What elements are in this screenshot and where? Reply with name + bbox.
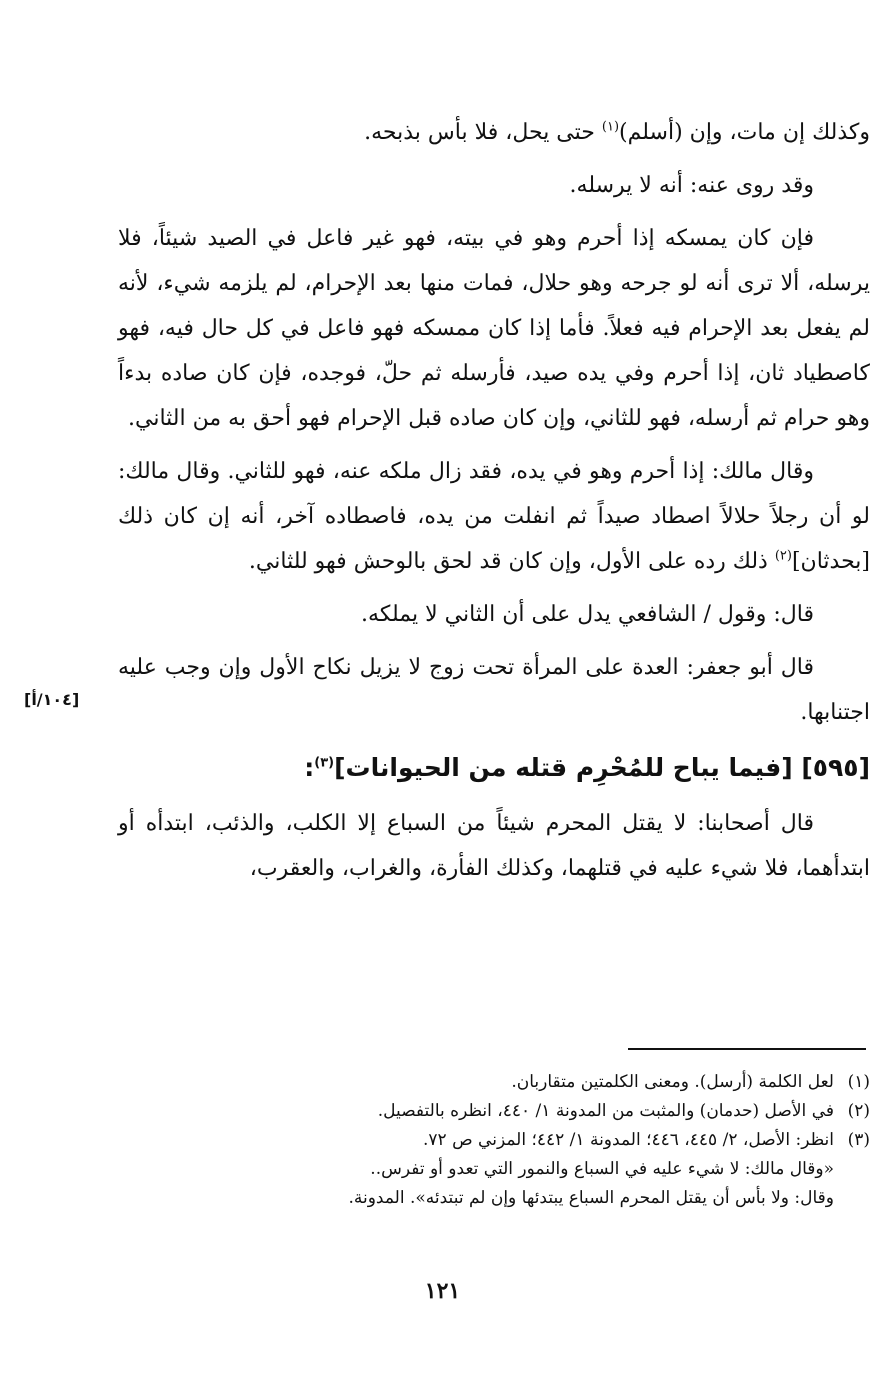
paragraph-1 [118,110,870,155]
heading-text: [٥٩٥] [فيما يباح للمُحْرِم قتله من الحيوانات] [334,753,870,782]
footnote-3-quote-line-1: «وقال مالك: لا شيء عليه في السباع والنمور التي تعدو أو تفرس.. [370,1159,834,1179]
footnote-ref-3: (٣) [314,755,335,771]
footnote-number: (٣) [847,1130,870,1150]
paragraph-text-continued: حتى يحل، فلا بأس بذبحه. [364,120,602,145]
heading-colon: : [304,753,315,782]
footnote-text: في الأصل (حدمان) والمثبت من المدونة ١/ ٤٤٠، انظره بالتفصيل. [377,1101,834,1121]
footnote-3-quote-line-2: وقال: ولا بأس أن يقتل المحرم السباع يبتدئها وإن لم تبتدئه». المدونة. [348,1188,834,1208]
paragraph-7: قال أصحابنا: لا يقتل المحرم شيئاً من السباع إلا الكلب، والذئب، ابتدأه أو ابتدأهما، فلا شيء عليه في قتلهما، وكذلك الفأرة، والغراب، والعقرب، [118,811,870,881]
section-heading [118,743,870,793]
paragraph-2: وقد روى عنه: أنه لا يرسله. [569,173,814,198]
footnote-text: انظر: الأصل، ٢/ ٤٤٥، ٤٤٦؛ المدونة ١/ ٤٤٢؛ المزني ص ٧٢. [423,1130,834,1150]
footnote-ref-2: (٢) [774,548,792,564]
footnote-3 [150,1126,870,1155]
footnote-number: (٢) [847,1101,870,1121]
paragraph-5: قال: وقول / الشافعي يدل على أن الثاني لا يملكه. [361,602,814,627]
paragraph-6: قال أبو جعفر: العدة على المرأة تحت زوج لا يزيل نكاح الأول وإن وجب عليه اجتنابها. [118,655,870,725]
paragraph-text: وكذلك إن مات، وإن (أسلم) [619,120,870,145]
paragraph-3: فإن كان يمسكه إذا أحرم وهو في بيته، فهو غير فاعل في الصيد شيئاً، فلا يرسله، ألا ترى أنه لو جرحه وهو حلال، فمات منها بعد الإحرام، لم يلزمه شيء، لأنه لم يفعل بعد الإحرام فيه فعلاً. فأما إذا كان ممسكه فهو فاعل في كل حال فيه، فهو كاصطياد ثان، إذا أحرم وفي يده صيد، فأرسله ثم حلّ، فوجده، فإن كان صاده بدءاً وهو حرام ثم أرسله، فهو للثاني، وإن كان صاده قبل الإحرام فهو أحق به من الثاني. [118,226,870,431]
footnote-separator [628,1048,866,1050]
footnote-ref-1: (١) [601,119,620,135]
page-number: ١٢١ [424,1278,461,1304]
main-text [118,110,870,891]
paragraph-text: وقال مالك: إذا أحرم وهو في يده، فقد زال ملكه عنه، فهو للثاني. وقال مالك: لو أن رجلاً حلالاً اصطاد صيداً ثم انفلت من يده، فاصطاده آخر، أنه إن كان ذلك [بحدثان] [118,459,870,574]
footnote-1 [150,1068,870,1097]
footnotes [150,1068,870,1213]
paragraph-4 [118,449,870,584]
footnote-2 [150,1097,870,1126]
footnote-number: (١) [847,1072,870,1092]
manuscript-folio-marker: [١٠٤/أ] [24,690,80,709]
paragraph-text-continued: ذلك رده على الأول، وإن كان قد لحق بالوحش فهو للثاني. [248,549,775,574]
footnote-text: لعل الكلمة (أرسل). ومعنى الكلمتين متقاربان. [511,1072,834,1092]
